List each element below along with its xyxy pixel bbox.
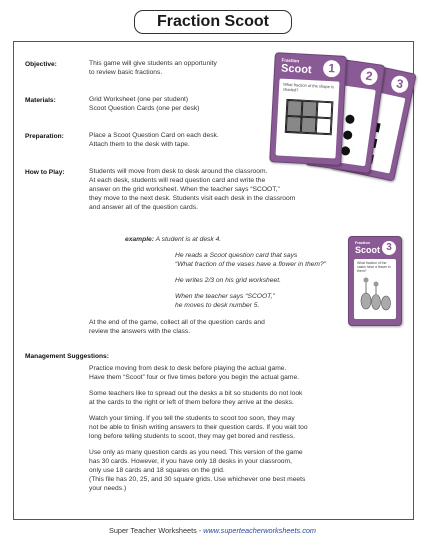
end-of-game-line: At the end of the game, collect all of the question cards and [89, 319, 265, 326]
card-number: 3 [390, 74, 410, 94]
preparation-line: Place a Scoot Question Card on each desk. [89, 132, 219, 139]
materials-text [89, 95, 199, 113]
example-line: When the teacher says “SCOOT,” [175, 293, 275, 300]
objective-line: This game will give students an opportunity [89, 60, 217, 67]
management-line: only use 18 cards and 18 squares on the grid. [89, 467, 225, 474]
how-to-play-line: and answer all of the question cards. [89, 204, 198, 211]
card-header-small: Fraction [281, 57, 300, 64]
card-header-small: Fraction [355, 241, 370, 245]
management-paragraph [89, 364, 411, 382]
end-of-game-line: review the answers with the class. [89, 328, 191, 335]
card-question: What fraction of the shape is shaded? [282, 81, 335, 93]
example-label: example: [125, 236, 154, 243]
footer-prefix: Super Teacher Worksheets - [109, 526, 204, 535]
management-line: not be able to finish writing answers to their question cards. If you wait too [89, 424, 308, 431]
management-paragraph [89, 448, 411, 493]
management-line: Some teachers like to spread out the desks a bit so students do not look [89, 390, 303, 397]
example-intro [125, 235, 221, 244]
objective-line: to review basic fractions. [89, 69, 163, 76]
how-to-play-line: At each desk, students will read question card and write the [89, 177, 266, 184]
materials-label: Materials: [25, 97, 56, 104]
example-line: he moves to desk number 5. [175, 302, 260, 309]
footer [0, 526, 425, 535]
circle-shape [345, 114, 355, 124]
management-line: Practice moving from desk to desk before playing the actual game. [89, 365, 287, 372]
card-header-big: Scoot [280, 62, 312, 77]
management-line: has 30 cards. However, if you have only 18 desks in your classroom, [89, 458, 292, 465]
vases-illustration [354, 275, 396, 315]
management-line: (This file has 20, 25, and 30 square grids. Use whichever one best meets [89, 476, 306, 483]
materials-line: Scoot Question Cards (one per desk) [89, 105, 200, 112]
objective-text [89, 59, 217, 77]
footer-link[interactable]: www.superteacherworksheets.com [203, 526, 316, 535]
grid-cell [286, 116, 302, 133]
management-paragraph [89, 389, 411, 407]
card-number: 1 [323, 60, 341, 78]
example-line: “What fraction of the vases have a flower in them?” [175, 261, 326, 268]
grid-cell [317, 101, 333, 118]
preparation-line: Attach them to the desk with tape. [89, 141, 190, 148]
grid-cell [302, 101, 318, 118]
example-line: He writes 2/3 on his grid worksheet. [175, 277, 281, 284]
objective-label: Objective: [25, 61, 57, 68]
example-scoot-card [348, 236, 402, 326]
end-of-game-text [89, 318, 265, 336]
management-line: your needs.) [89, 485, 127, 492]
card-question: What fraction of the vases have a flower in them? [357, 261, 391, 273]
card-body [354, 259, 396, 319]
management-paragraph [89, 414, 411, 441]
card-header-big: Scoot [355, 245, 381, 255]
card-number: 3 [382, 241, 396, 255]
how-to-play-line: Students will move from desk to desk around the classroom. [89, 168, 268, 175]
example-line: He reads a Scoot question card that says [175, 252, 298, 259]
card-body [276, 78, 340, 158]
grid-cell [301, 117, 317, 134]
how-to-play-label: How to Play: [25, 169, 65, 176]
page-title: Fraction Scoot [134, 10, 292, 34]
management-label: Management Suggestions: [25, 353, 109, 360]
management-line: Watch your timing. If you tell the students to scoot too soon, they may [89, 415, 295, 422]
example-text: A student is at desk 4. [155, 236, 222, 243]
how-to-play-line: they move to the next desk. Students visit each desk in the classroom [89, 195, 296, 202]
how-to-play-text [89, 167, 295, 212]
shaded-grid [285, 99, 334, 135]
preparation-text [89, 131, 219, 149]
scoot-card-1 [269, 52, 347, 166]
circle-shape [343, 130, 353, 140]
management-line: long before telling students to scoot, they may get bored and restless. [89, 433, 295, 440]
grid-cell [316, 117, 332, 134]
management-line: Have them “Scoot” four or five times before you begin the actual game. [89, 374, 300, 381]
preparation-label: Preparation: [25, 133, 64, 140]
management-line: at the cards to the right or left of them before they arrive at the desks. [89, 399, 294, 406]
materials-line: Grid Worksheet (one per student) [89, 96, 189, 103]
grid-cell [287, 100, 303, 117]
how-to-play-line: answer on the grid worksheet. When the teacher says “SCOOT,” [89, 186, 280, 193]
card-number: 2 [359, 67, 378, 86]
management-line: Use only as many question cards as you need. This version of the game [89, 449, 303, 456]
